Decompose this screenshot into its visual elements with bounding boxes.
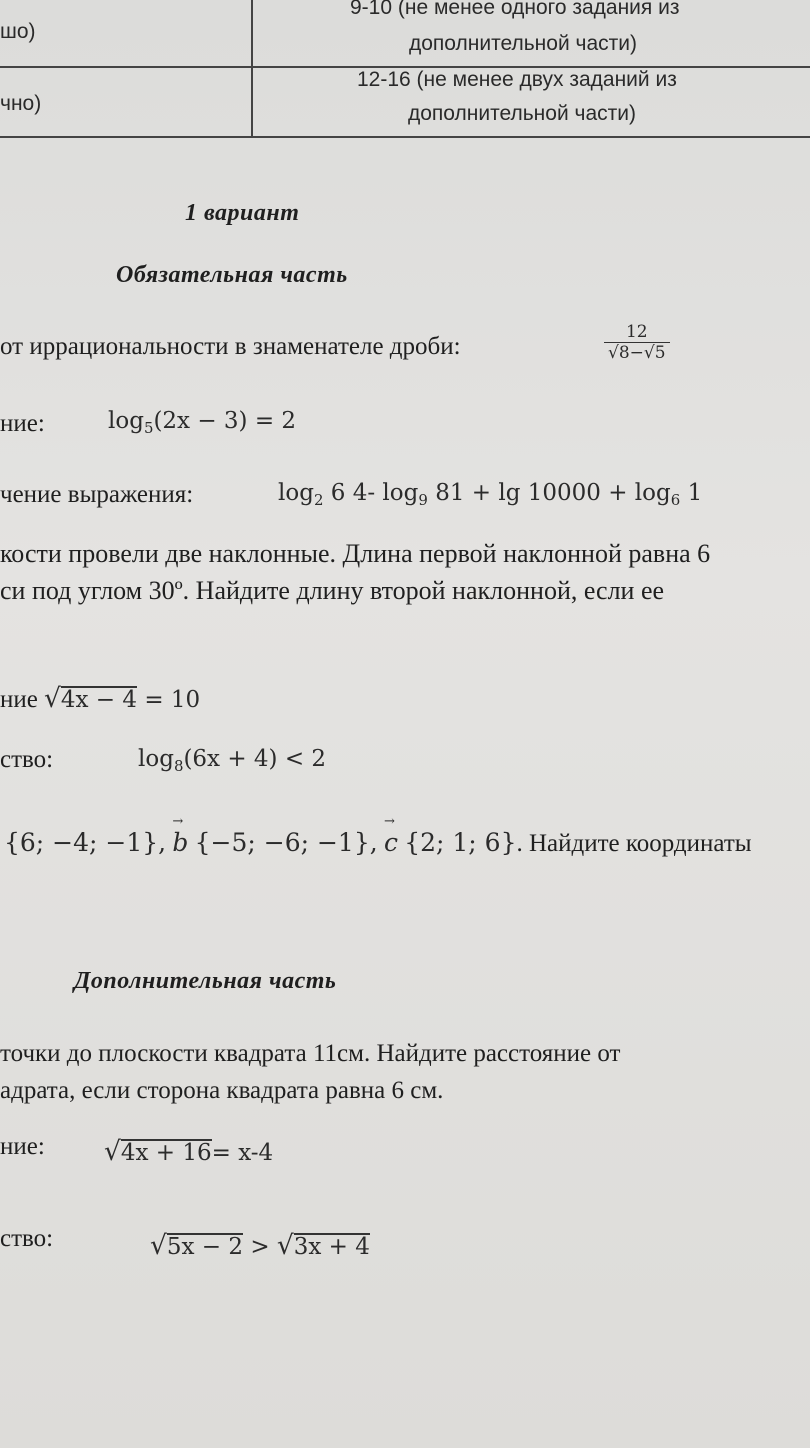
table-grade-cell: шо) [0,20,36,43]
extra-1-line-1: точки до плоскости квадрата 11см. Найдите расстояние от [0,1040,621,1067]
task-5-text: ние [0,686,38,713]
additional-part-title: Дополнительная часть [74,968,337,994]
table-criteria-line: 9-10 (не менее одного задания из [350,0,680,19]
extra-1-line-2: адрата, если сторона квадрата равна 6 см. [0,1077,444,1104]
extra-2-equation: √4x + 16= x-4 [104,1136,274,1167]
fraction-minus: − [629,343,644,363]
task-2-text: ние: [0,410,45,437]
task-6-text: ство: [0,746,54,773]
vector-c: → c [384,828,398,857]
table-bottom-border [0,136,810,138]
task-4-line-1: кости провели две наклонные. Длина первой наклонной равна 6 [0,539,711,568]
task-2-equation: $\log_5(2x - 3) = 2$ [108,408,297,438]
fraction-denominator-a: 8 [618,343,630,363]
extra-3-text: ство: [0,1225,54,1252]
task-6-inequality: $\log_8(6x + 4) < 2$ [138,746,327,776]
table-column-divider [251,0,253,138]
task-1-text: от иррациональности в знаменателе дроби: [0,333,461,360]
extra-3-inequality: √5x − 2 > √3x + 4 [150,1230,370,1261]
table-criteria-line: 12-16 (не менее двух заданий из [357,68,677,91]
task-3-expression: $\log_2 6$ 4- $\log_9 81 + \lg 10000 + \log_6 1$ [278,480,703,510]
table-grade-cell: чно) [0,92,42,115]
vector-b: → b [172,828,188,857]
task-5-equation: √4x − 4 = 10 [44,683,201,714]
task-3-text: чение выражения: [0,481,194,508]
fraction-denominator-b: 5 [654,343,666,363]
task-1-fraction: $\frac{12}{√8-√5}$ [604,322,670,363]
table-criteria-line: дополнительной части) [408,102,636,125]
mandatory-part-title: Обязательная часть [116,262,348,288]
table-criteria-line: дополнительной части) [409,32,637,55]
fraction-numerator: 12 [625,322,648,342]
variant-title: 1 вариант [185,200,300,226]
extra-2-text: ние: [0,1133,45,1160]
task-7-vectors: {6; −4; −1}, → b {−5; −6; −1}, → c {2; 1; 6}. Найдите координаты [4,828,752,858]
task-4-line-2: си под углом 30º. Найдите длину второй наклонной, если ее [0,576,665,605]
